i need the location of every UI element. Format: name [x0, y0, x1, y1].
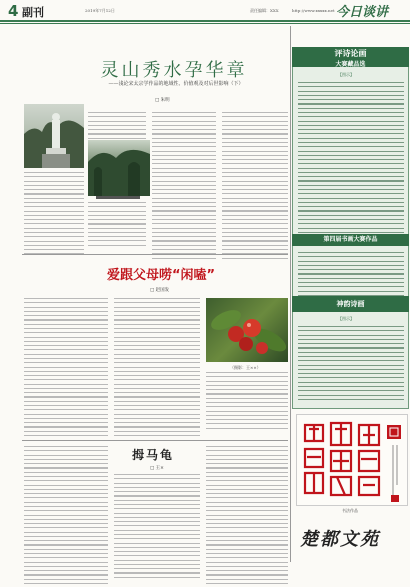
bottom-article-col2 [114, 474, 200, 581]
top-article-col2 [88, 112, 146, 142]
bottom-article-author: □ 王× [150, 466, 164, 471]
sidebar-band-3 [292, 296, 409, 312]
sidebar-band-2: 第四届书画大赛作品 [292, 234, 409, 246]
top-article-col4 [222, 112, 288, 262]
sidebar-poem-3 [298, 326, 404, 403]
editor-line: 责任编辑：XXX [250, 8, 279, 13]
top-article-col3 [152, 112, 216, 262]
bottom-article-col1 [24, 446, 108, 587]
mid-article-author: □ 赵国发 [150, 288, 170, 293]
issue-date: 2019年7月12日 [85, 8, 115, 13]
divider-top [22, 254, 288, 255]
header-rule [0, 20, 410, 22]
section-name: 副刊 [22, 6, 44, 19]
top-article-author: □ 朱明 [155, 98, 170, 103]
sidebar-band-3-title: 神韵诗画 [336, 300, 365, 308]
bottom-article-col3 [206, 446, 288, 587]
sidebar-band-1 [292, 47, 409, 67]
sidebar-band-1-sub: 大赛藏品选 [335, 61, 366, 68]
sidebar-label-3: 【图示】 [338, 316, 354, 321]
mid-article-col3 [206, 372, 288, 432]
top-article-title: 灵山秀水孕华章 [100, 60, 248, 81]
fruit-photo [206, 298, 288, 362]
fruit-photo-caption: （摄影：王××） [230, 365, 261, 370]
sidebar-poem-1 [298, 82, 404, 240]
article-photo [24, 104, 84, 168]
divider-mid [22, 440, 288, 441]
site-url: http://www.xxxxx.net [292, 8, 335, 13]
sidebar-band-1-title: 评诗论画 [334, 49, 367, 58]
calligraphy-artwork [296, 414, 408, 506]
sidebar-label-1: 【图示】 [338, 72, 354, 77]
mid-article-col1 [24, 298, 108, 439]
masthead-logo: 今日谈讲 [336, 5, 389, 20]
mid-article-col2 [114, 298, 200, 439]
top-article-col1 [24, 172, 84, 258]
sidebar-poem-2 [298, 252, 404, 299]
top-article-col2b [88, 202, 146, 236]
calligraphy-caption: 书法作品 [342, 508, 358, 513]
subheading-1 [96, 196, 140, 199]
landscape-photo [88, 140, 150, 196]
page-number: 4 [8, 2, 19, 20]
top-article-col2c [88, 236, 146, 249]
bottom-article-title: 拇马龟 [132, 448, 175, 462]
footer-brand: 楚都文苑 [300, 529, 380, 550]
top-article-subtitle: ——浅论宋太宗学作品的地域性、价值观及对后世影响（下） [108, 81, 244, 87]
header-rule-thin [0, 23, 410, 24]
mid-article-title: 爱跟父母唠“闲嗑” [106, 268, 216, 283]
col-sep-1 [290, 26, 291, 562]
